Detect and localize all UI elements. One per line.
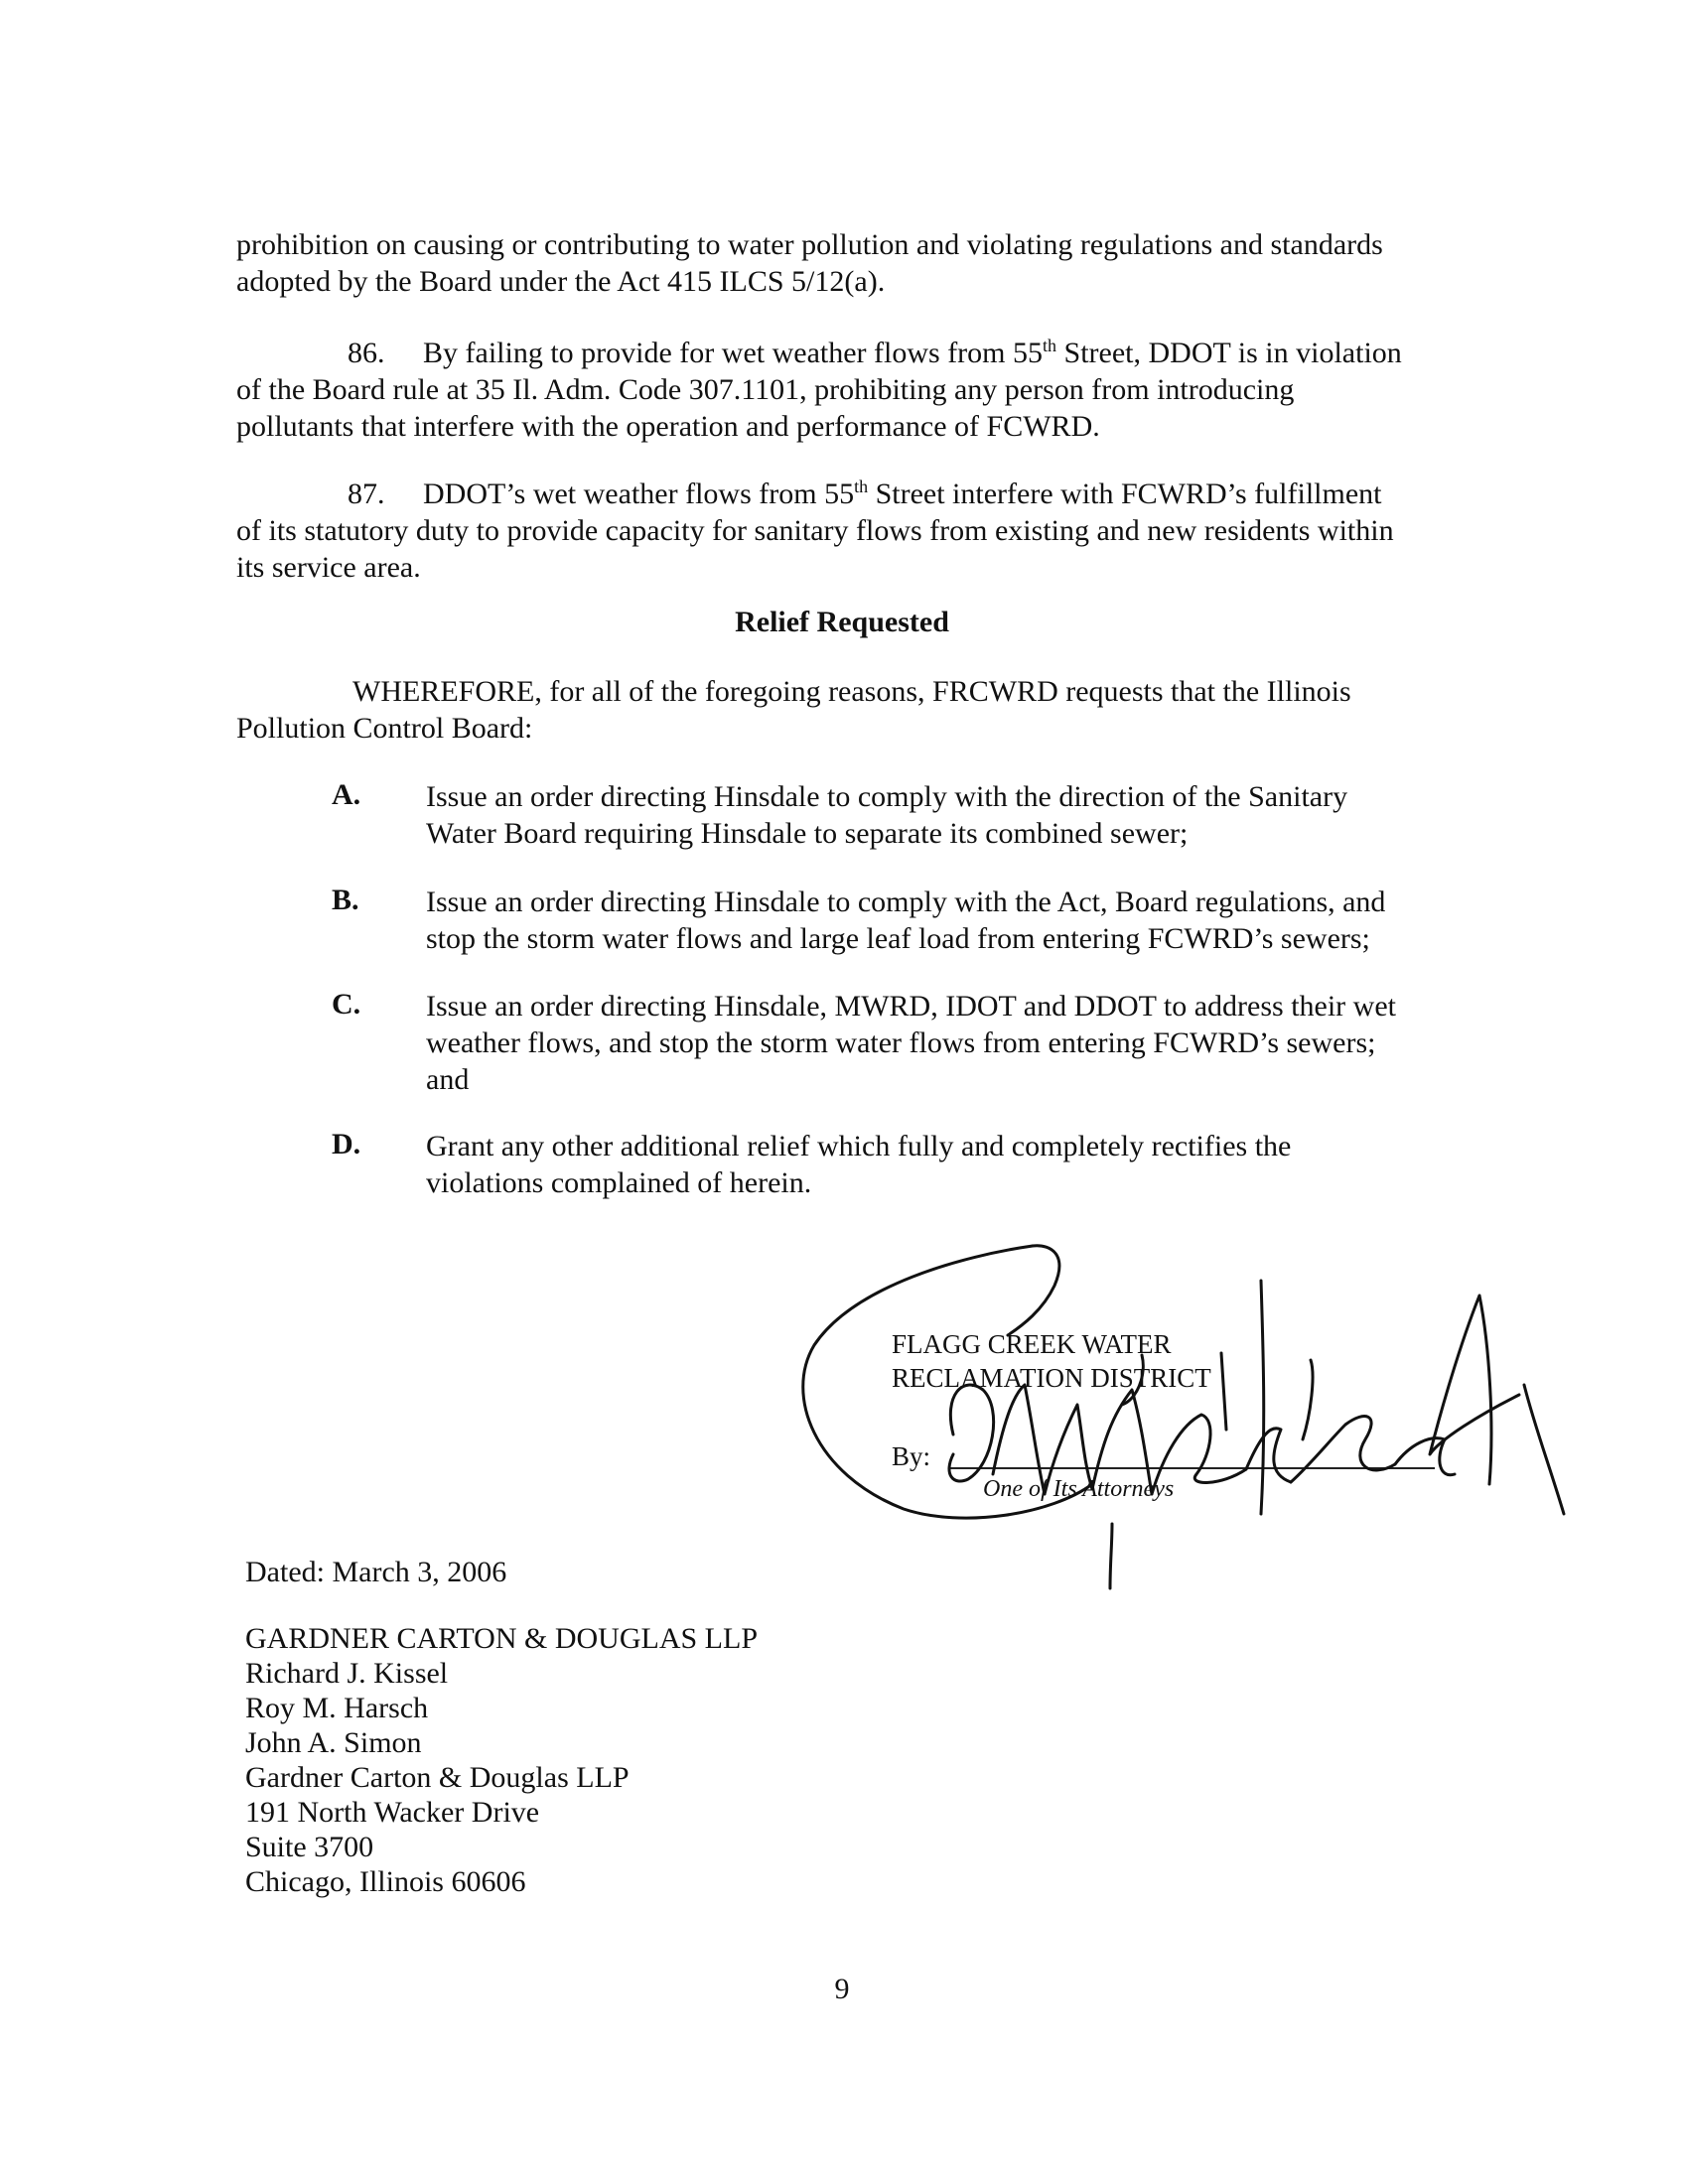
p87-text-a: DDOT’s wet weather flows from 55 xyxy=(423,478,855,510)
signature-entity-line1: FLAGG CREEK WATER xyxy=(892,1329,1172,1359)
paragraph-86 xyxy=(236,328,1487,445)
p86-number: 86. xyxy=(348,337,385,369)
relief-intro xyxy=(236,673,1487,747)
signature-entity-line2: RECLAMATION DISTRICT xyxy=(892,1363,1211,1393)
p87-text-d: its service area. xyxy=(236,551,421,584)
p86-sup: th xyxy=(1043,336,1057,355)
p86-text-c: of the Board rule at 35 Il. Adm. Code 307.1101, prohibiting any person from introducing xyxy=(236,373,1295,406)
handwritten-signature-icon xyxy=(794,1226,1569,1593)
relief-item-letter: A. xyxy=(332,778,361,811)
relief-item-line: Water Board requiring Hinsdale to separate its combined sewer; xyxy=(426,817,1189,850)
relief-intro-a: WHEREFORE, for all of the foregoing reasons, FRCWRD requests that the Illinois xyxy=(352,675,1351,708)
counsel-line: John A. Simon xyxy=(245,1726,422,1759)
signature-under-line: One of Its Attorneys xyxy=(983,1476,1175,1502)
paragraph-87 xyxy=(236,469,1487,586)
counsel-line: Suite 3700 xyxy=(245,1831,374,1863)
relief-item-letter: C. xyxy=(332,988,361,1021)
relief-item-line: and xyxy=(426,1063,470,1096)
p86-text-b: Street, DDOT is in violation xyxy=(1056,337,1402,369)
counsel-line: Chicago, Illinois 60606 xyxy=(245,1865,526,1898)
p86-text-d: pollutants that interfere with the operation and performance of FCWRD. xyxy=(236,410,1100,443)
p85-text: prohibition on causing or contributing to water pollution and violating regulations and standards adopted by the Board under the Act 415 ILCS 5/12(a). xyxy=(236,228,1383,298)
signature-by-label: By: xyxy=(892,1441,931,1471)
relief-item-letter: B. xyxy=(332,884,359,916)
p87-sup: th xyxy=(854,477,869,496)
relief-item-letter: D. xyxy=(332,1128,361,1160)
relief-item-line: Issue an order directing Hinsdale to comply with the Act, Board regulations, and xyxy=(426,886,1386,918)
relief-item-line: stop the storm water flows and large leaf load from entering FCWRD’s sewers; xyxy=(426,922,1370,955)
relief-item-line: Issue an order directing Hinsdale, MWRD, IDOT and DDOT to address their wet xyxy=(426,990,1396,1023)
counsel-block xyxy=(245,1621,758,1899)
relief-item-line: weather flows, and stop the storm water flows from entering FCWRD’s sewers; xyxy=(426,1026,1376,1059)
counsel-line: Gardner Carton & Douglas LLP xyxy=(245,1761,630,1794)
counsel-line: Richard J. Kissel xyxy=(245,1657,449,1690)
p87-number: 87. xyxy=(348,478,385,510)
relief-intro-b: Pollution Control Board: xyxy=(236,712,533,745)
counsel-line: Roy M. Harsch xyxy=(245,1692,429,1724)
relief-item-line: Issue an order directing Hinsdale to comply with the direction of the Sanitary xyxy=(426,780,1348,813)
counsel-line: GARDNER CARTON & DOUGLAS LLP xyxy=(245,1622,759,1655)
page-number: 9 xyxy=(834,1973,850,2005)
relief-item-line: violations complained of herein. xyxy=(426,1166,812,1199)
relief-heading: Relief Requested xyxy=(735,606,949,638)
p87-text-c: of its statutory duty to provide capacity for sanitary flows from existing and new residents within xyxy=(236,514,1394,547)
p87-text-b: Street interfere with FCWRD’s fulfillment xyxy=(868,478,1382,510)
dated-line: Dated: March 3, 2006 xyxy=(245,1556,507,1588)
p86-text-a: By failing to provide for wet weather flows from 55 xyxy=(423,337,1044,369)
paragraph-85-continuation xyxy=(236,226,1468,300)
relief-item-line: Grant any other additional relief which fully and completely rectifies the xyxy=(426,1130,1292,1162)
counsel-line: 191 North Wacker Drive xyxy=(245,1796,540,1829)
